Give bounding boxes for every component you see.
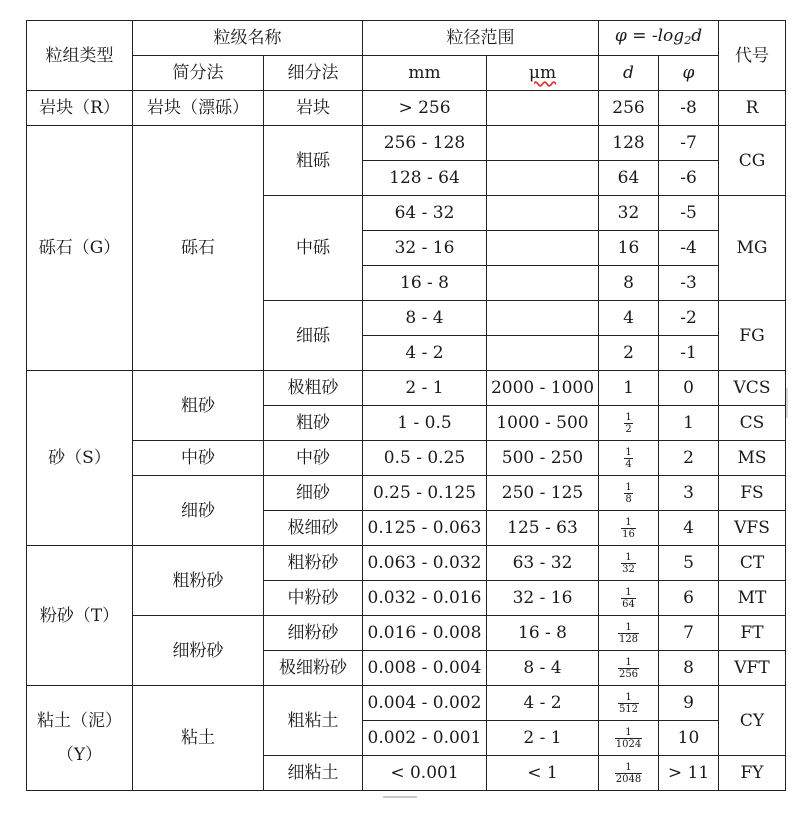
fraction-numerator: 1: [625, 411, 632, 423]
phi-cell: -7: [659, 126, 719, 161]
mm-cell: 0.016 - 0.008: [363, 616, 487, 651]
fraction: [624, 412, 632, 435]
table-row: [27, 616, 786, 651]
um-cell: 1000 - 500: [487, 406, 599, 441]
code-VFT: VFT: [719, 651, 786, 686]
code-CT: CT: [719, 546, 786, 581]
phi-cell: -8: [659, 91, 719, 126]
um-cell: [487, 301, 599, 336]
d-cell: 4: [599, 301, 659, 336]
um-cell: 63 - 32: [487, 546, 599, 581]
d-cell: [599, 581, 659, 616]
fraction-denominator: 2: [625, 423, 632, 435]
phi-formula-suffix: d: [691, 25, 703, 46]
fraction-denominator: 32: [622, 563, 635, 575]
simple-fine-silt: 细粉砂: [133, 616, 264, 686]
d-cell: 64: [599, 161, 659, 196]
header-grade-name: 粒级名称: [133, 21, 363, 56]
fraction-numerator: 1: [625, 691, 632, 703]
um-cell: < 1: [487, 756, 599, 791]
fraction-denominator: 128: [618, 633, 639, 645]
fraction-numerator: 1: [625, 481, 632, 493]
um-cell: 2 - 1: [487, 721, 599, 756]
code-MS: MS: [719, 441, 786, 476]
mm-cell: 4 - 2: [363, 336, 487, 371]
phi-cell: 9: [659, 686, 719, 721]
d-cell: [599, 616, 659, 651]
mm-cell: 1 - 0.5: [363, 406, 487, 441]
phi-cell: -2: [659, 301, 719, 336]
um-cell: [487, 266, 599, 301]
header-code: 代号: [719, 21, 786, 91]
code-MT: MT: [719, 581, 786, 616]
simple-rock: 岩块（漂砾）: [133, 91, 264, 126]
d-cell: 8: [599, 266, 659, 301]
phi-cell: 8: [659, 651, 719, 686]
mm-cell: 2 - 1: [363, 371, 487, 406]
d-cell: [599, 441, 659, 476]
fraction: [615, 762, 642, 785]
fraction: [615, 727, 642, 750]
detailed-fine-sand: 细砂: [264, 476, 363, 511]
code-VCS: VCS: [719, 371, 786, 406]
header-mm: mm: [363, 56, 487, 91]
group-rock: 岩块（R）: [27, 91, 133, 126]
code-R: R: [719, 91, 786, 126]
d-cell: 128: [599, 126, 659, 161]
fraction: [618, 692, 639, 715]
detailed-coarse-sand: 粗砂: [264, 406, 363, 441]
mm-cell: 0.125 - 0.063: [363, 511, 487, 546]
code-FT: FT: [719, 616, 786, 651]
group-sand: 砂（S）: [27, 371, 133, 546]
header-simple-method: 简分法: [133, 56, 264, 91]
d-cell: 16: [599, 231, 659, 266]
header-d: d: [599, 56, 659, 91]
table-row: [27, 546, 786, 581]
detailed-fine-gravel: 细砾: [264, 301, 363, 371]
group-clay-line2: （Y）: [56, 745, 103, 765]
fraction-numerator: 1: [625, 656, 632, 668]
d-cell: [599, 511, 659, 546]
simple-coarse-sand: 粗砂: [133, 371, 264, 441]
phi-cell: 10: [659, 721, 719, 756]
mm-cell: 256 - 128: [363, 126, 487, 161]
mm-cell: 0.004 - 0.002: [363, 686, 487, 721]
d-cell: [599, 651, 659, 686]
scroll-edge-mark: [786, 388, 788, 418]
fraction-numerator: 1: [625, 761, 632, 773]
simple-gravel: 砾石: [133, 126, 264, 371]
table-row: [27, 91, 786, 126]
d-cell: 1: [599, 371, 659, 406]
mm-cell: > 256: [363, 91, 487, 126]
table-row: [27, 476, 786, 511]
fraction-numerator: 1: [625, 621, 632, 633]
fraction: [624, 447, 632, 470]
code-FG: FG: [719, 301, 786, 371]
d-cell: 2: [599, 336, 659, 371]
d-cell: [599, 406, 659, 441]
fraction-numerator: 1: [625, 586, 632, 598]
header-group-type: 粒组类型: [27, 21, 133, 91]
d-cell: [599, 721, 659, 756]
fraction: [621, 517, 636, 540]
simple-coarse-silt: 粗粉砂: [133, 546, 264, 616]
phi-cell: -1: [659, 336, 719, 371]
fraction: [618, 657, 639, 680]
simple-clay: 粘土: [133, 686, 264, 791]
code-CS: CS: [719, 406, 786, 441]
d-cell: [599, 686, 659, 721]
fraction-denominator: 1024: [615, 738, 642, 750]
group-clay: [27, 686, 133, 791]
d-cell: [599, 756, 659, 791]
um-cell: 250 - 125: [487, 476, 599, 511]
d-cell: 256: [599, 91, 659, 126]
header-phi-formula: [599, 21, 719, 56]
um-cell: 4 - 2: [487, 686, 599, 721]
table-row: [27, 371, 786, 406]
um-cell: 500 - 250: [487, 441, 599, 476]
mm-cell: 0.032 - 0.016: [363, 581, 487, 616]
mm-cell: 64 - 32: [363, 196, 487, 231]
d-cell: [599, 546, 659, 581]
code-VFS: VFS: [719, 511, 786, 546]
phi-cell: 6: [659, 581, 719, 616]
um-cell: [487, 91, 599, 126]
mm-cell: 128 - 64: [363, 161, 487, 196]
fraction: [621, 552, 636, 575]
um-cell: 2000 - 1000: [487, 371, 599, 406]
detailed-very-fine-silt: 极细粉砂: [264, 651, 363, 686]
mm-cell: 0.008 - 0.004: [363, 651, 487, 686]
phi-cell: > 11: [659, 756, 719, 791]
mm-cell: 16 - 8: [363, 266, 487, 301]
table-row: [27, 126, 786, 161]
page-footer-mark: [383, 796, 417, 798]
header-um: [487, 56, 599, 91]
detailed-very-fine-sand: 极细砂: [264, 511, 363, 546]
fraction-denominator: 2048: [615, 773, 642, 785]
detailed-medium-silt: 中粉砂: [264, 581, 363, 616]
phi-cell: 0: [659, 371, 719, 406]
um-cell: [487, 336, 599, 371]
um-cell: 16 - 8: [487, 616, 599, 651]
um-cell: [487, 161, 599, 196]
code-FS: FS: [719, 476, 786, 511]
code-CY: CY: [719, 686, 786, 756]
detailed-rock: 岩块: [264, 91, 363, 126]
simple-medium-sand: 中砂: [133, 441, 264, 476]
header-um-text: μm: [528, 63, 557, 83]
fraction-denominator: 256: [618, 668, 639, 680]
fraction-numerator: 1: [625, 726, 632, 738]
detailed-medium-sand: 中砂: [264, 441, 363, 476]
phi-cell: 7: [659, 616, 719, 651]
phi-cell: 1: [659, 406, 719, 441]
mm-cell: < 0.001: [363, 756, 487, 791]
phi-formula-prefix: φ = -log: [614, 25, 685, 46]
fraction-denominator: 8: [625, 493, 632, 505]
mm-cell: 0.25 - 0.125: [363, 476, 487, 511]
header-size-range: 粒径范围: [363, 21, 599, 56]
phi-cell: 3: [659, 476, 719, 511]
fraction: [621, 587, 636, 610]
detailed-fine-clay: 细粘土: [264, 756, 363, 791]
table-row: [27, 686, 786, 721]
fraction-numerator: 1: [625, 446, 632, 458]
detailed-coarse-gravel: 粗砾: [264, 126, 363, 196]
mm-cell: 0.002 - 0.001: [363, 721, 487, 756]
d-cell: 32: [599, 196, 659, 231]
code-FY: FY: [719, 756, 786, 791]
phi-cell: 5: [659, 546, 719, 581]
group-silt: 粉砂（T）: [27, 546, 133, 686]
group-gravel: 砾石（G）: [27, 126, 133, 371]
um-cell: 125 - 63: [487, 511, 599, 546]
um-cell: [487, 196, 599, 231]
header-phi: φ: [659, 56, 719, 91]
code-MG: MG: [719, 196, 786, 301]
um-cell: [487, 231, 599, 266]
fraction-numerator: 1: [625, 551, 632, 563]
header-detailed-method: 细分法: [264, 56, 363, 91]
fraction-denominator: 64: [622, 598, 635, 610]
detailed-medium-gravel: 中砾: [264, 196, 363, 301]
mm-cell: 0.5 - 0.25: [363, 441, 487, 476]
um-cell: 32 - 16: [487, 581, 599, 616]
simple-fine-sand: 细砂: [133, 476, 264, 546]
fraction: [618, 622, 639, 645]
phi-cell: 4: [659, 511, 719, 546]
fraction-numerator: 1: [625, 516, 632, 528]
phi-cell: -4: [659, 231, 719, 266]
phi-cell: -3: [659, 266, 719, 301]
detailed-coarse-clay: 粗粘土: [264, 686, 363, 756]
phi-formula-subscript: 2: [684, 33, 692, 47]
group-clay-line1: 粘土（泥）: [37, 711, 122, 731]
fraction-denominator: 16: [622, 528, 635, 540]
detailed-very-coarse-sand: 极粗砂: [264, 371, 363, 406]
grain-size-table: [26, 20, 786, 791]
phi-cell: -6: [659, 161, 719, 196]
fraction: [624, 482, 632, 505]
code-CG: CG: [719, 126, 786, 196]
fraction-denominator: 4: [625, 458, 632, 470]
mm-cell: 8 - 4: [363, 301, 487, 336]
detailed-coarse-silt: 粗粉砂: [264, 546, 363, 581]
um-cell: [487, 126, 599, 161]
mm-cell: 32 - 16: [363, 231, 487, 266]
detailed-fine-silt: 细粉砂: [264, 616, 363, 651]
fraction-denominator: 512: [618, 703, 639, 715]
phi-cell: 2: [659, 441, 719, 476]
mm-cell: 0.063 - 0.032: [363, 546, 487, 581]
phi-cell: -5: [659, 196, 719, 231]
um-cell: 8 - 4: [487, 651, 599, 686]
table-row: [27, 441, 786, 476]
d-cell: [599, 476, 659, 511]
